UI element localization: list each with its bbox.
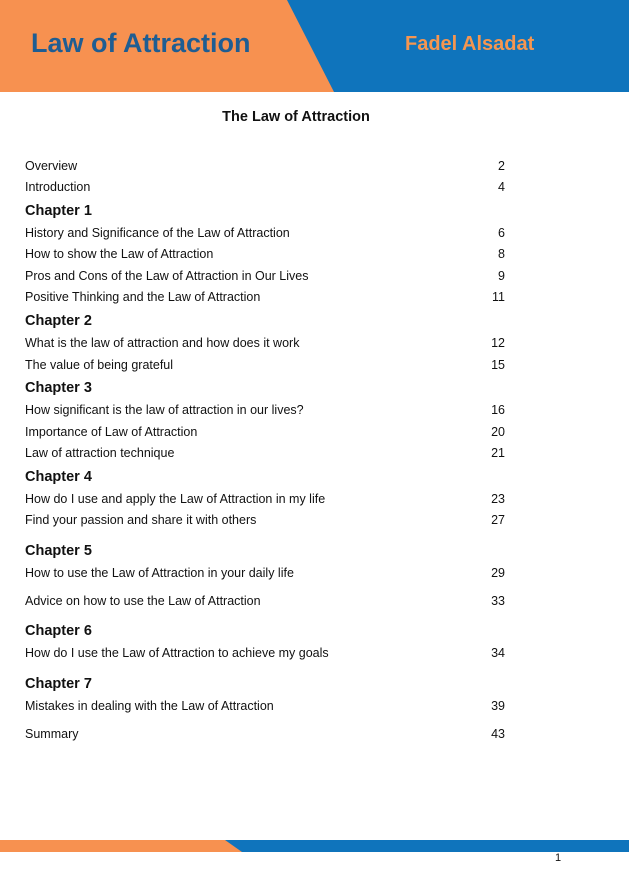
- toc-entry-label: Law of attraction technique: [25, 446, 175, 460]
- toc-entry-label: Overview: [25, 159, 78, 173]
- toc-entry-label: Positive Thinking and the Law of Attraction: [25, 290, 261, 304]
- footer-bar-graphic: [0, 840, 629, 852]
- toc-entry-page: 9: [498, 269, 505, 283]
- toc-entry: [25, 224, 505, 242]
- chapter-heading-1: Chapter 1: [25, 203, 92, 219]
- toc-entry-label: Summary: [25, 727, 79, 741]
- toc-entry-page: 29: [491, 566, 505, 580]
- toc-entry-page: 4: [498, 180, 505, 194]
- chapter-heading-7: Chapter 7: [25, 676, 92, 692]
- toc-entry-label: Mistakes in dealing with the Law of Attraction: [25, 699, 274, 713]
- chapter-heading-2: Chapter 2: [25, 313, 92, 329]
- toc-entry: [25, 267, 505, 285]
- toc-entry: [25, 423, 505, 441]
- toc-entry-page: 23: [491, 492, 505, 506]
- toc-entry-page: 15: [491, 358, 505, 372]
- toc-entry-label: The value of being grateful: [25, 358, 174, 372]
- toc-entry-label: History and Significance of the Law of Attraction: [25, 226, 290, 240]
- toc-entry: [25, 356, 505, 374]
- toc-entry-label: Advice on how to use the Law of Attraction: [25, 594, 261, 608]
- toc-entry: [25, 697, 505, 715]
- toc-entry-page: 34: [491, 646, 505, 660]
- author-name: Fadel Alsadat: [405, 33, 535, 55]
- toc-entry-label: Pros and Cons of the Law of Attraction in Our Lives: [25, 269, 309, 283]
- toc-entry-label: How do I use and apply the Law of Attraction in my life: [25, 492, 326, 506]
- toc-entry-label: How to show the Law of Attraction: [25, 247, 214, 261]
- toc-entry: [25, 564, 505, 582]
- toc-entry: [25, 401, 505, 419]
- toc-entry-page: 16: [491, 403, 505, 417]
- toc-entry: [25, 644, 505, 662]
- toc-entry-label: What is the law of attraction and how does it work: [25, 336, 300, 350]
- toc-entry-page: 8: [498, 247, 505, 261]
- toc-entry: [25, 334, 505, 352]
- toc-entry-page: 33: [491, 594, 505, 608]
- toc-entry-label: How significant is the law of attraction in our lives?: [25, 403, 304, 417]
- toc-entry-label: Find your passion and share it with others: [25, 513, 257, 527]
- toc-entry: [25, 592, 505, 610]
- page-footer: [0, 840, 629, 852]
- toc-entry-label: How to use the Law of Attraction in your daily life: [25, 566, 294, 580]
- toc-entry-page: 20: [491, 425, 505, 439]
- toc-entry-page: 43: [491, 727, 505, 741]
- toc-entry-summary: [25, 725, 505, 743]
- page-number: 1: [555, 852, 562, 864]
- toc-entry-page: 27: [491, 513, 505, 527]
- book-title: Law of Attraction: [31, 28, 251, 58]
- toc-entry: [25, 444, 505, 462]
- toc-entry-page: 12: [491, 336, 505, 350]
- toc-entry-page: 2: [498, 159, 505, 173]
- chapter-heading-3: Chapter 3: [25, 380, 92, 396]
- chapter-heading-5: Chapter 5: [25, 543, 92, 559]
- toc-entry-label: Importance of Law of Attraction: [25, 425, 198, 439]
- toc-entry-overview: [25, 157, 505, 175]
- chapter-heading-6: Chapter 6: [25, 623, 92, 639]
- footer-orange-band: [0, 840, 242, 852]
- toc-entry: [25, 288, 505, 306]
- toc-entry-page: 21: [491, 446, 505, 460]
- toc-title: The Law of Attraction: [222, 109, 370, 125]
- toc-entry: [25, 511, 505, 529]
- chapter-heading-4: Chapter 4: [25, 469, 92, 485]
- toc-entry-label: Introduction: [25, 180, 91, 194]
- toc-entry-page: 11: [492, 290, 505, 304]
- toc-entry: [25, 490, 505, 508]
- page-header: [0, 0, 629, 92]
- toc-entry-introduction: [25, 178, 505, 196]
- toc-entry-page: 39: [491, 699, 505, 713]
- toc-entry-page: 6: [498, 226, 505, 240]
- toc-entry: [25, 245, 505, 263]
- toc-entry-label: How do I use the Law of Attraction to achieve my goals: [25, 646, 329, 660]
